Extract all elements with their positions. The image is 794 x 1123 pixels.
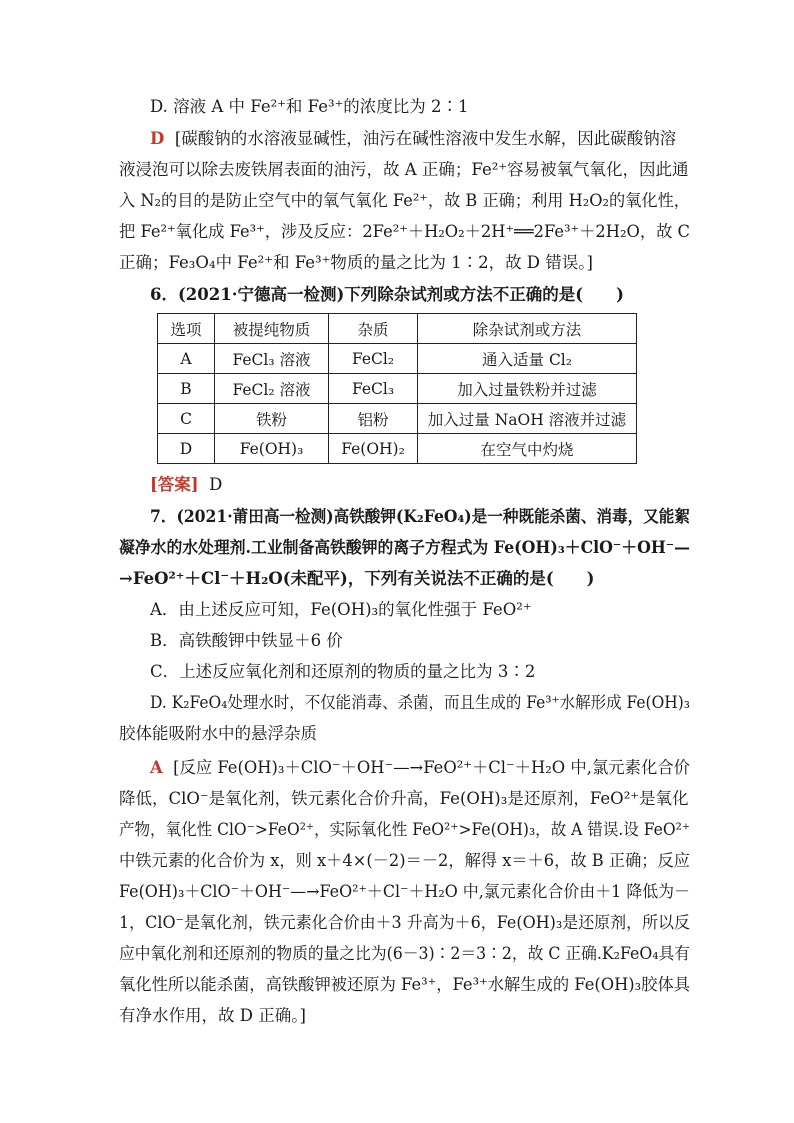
table-cell: D xyxy=(158,434,215,464)
q6-table xyxy=(157,313,637,464)
q7-explanation-line-4: 中铁元素的化合价为 x，则 x＋4×(－2)＝－2，解得 x＝＋6，故 B 正确；反应 xyxy=(119,851,691,870)
q6-answer-label: [答案] xyxy=(150,475,199,494)
q7-explanation-line-2: 降低，ClO⁻是氧化剂，铁元素化合价升高，Fe(OH)₃是还原剂，FeO²⁺是氧化 xyxy=(119,789,689,808)
table-cell: FeCl₃ 溶液 xyxy=(215,344,329,374)
q5-explanation-line-4: 把 Fe²⁺氧化成 Fe³⁺，涉及反应：2Fe²⁺＋H₂O₂＋2H⁺══2Fe³⁺＋2H₂O，故 C xyxy=(119,222,690,241)
q7-option-c: C．上述反应氧化剂和还原剂的物质的量之比为 3∶2 xyxy=(150,662,536,681)
q7-stem-line-2: 凝净水的水处理剂.工业制备高铁酸钾的离子方程式为 Fe(OH)₃＋ClO⁻＋OH⁻— xyxy=(119,538,690,557)
q7-explanation-line-5: Fe(OH)₃＋ClO⁻＋OH⁻—→FeO²⁺＋Cl⁻＋H₂O 中,氯元素化合价由＋1 降低为－ xyxy=(119,882,691,901)
q7-stem-line-3: →FeO²⁺＋Cl⁻＋H₂O(未配平)，下列有关说法不正确的是( ) xyxy=(119,569,595,588)
q5-option-d: D. 溶液 A 中 Fe²⁺和 Fe³⁺的浓度比为 2∶1 xyxy=(150,97,469,116)
table-header-cell: 选项 xyxy=(158,314,215,344)
q7-explanation-line-1: A [反应 Fe(OH)₃＋ClO⁻＋OH⁻—→FeO²⁺＋Cl⁻＋H₂O 中,氯元素化合价 xyxy=(150,758,691,777)
q5-explanation-line-5: 正确；Fe₃O₄中 Fe²⁺和 Fe³⁺物质的量之比为 1∶2，故 D 错误。] xyxy=(119,253,593,272)
q5-explanation-line-3: 入 N₂的目的是防止空气中的氧气氧化 Fe²⁺，故 B 正确；利用 H₂O₂的氧化性， xyxy=(119,191,690,210)
table-cell: FeCl₂ 溶液 xyxy=(215,374,329,404)
table-cell: 加入过量 NaOH 溶液并过滤 xyxy=(418,404,637,434)
q7-option-d-cont: 胶体能吸附水中的悬浮杂质 xyxy=(119,724,317,743)
table-header-cell: 被提纯物质 xyxy=(215,314,329,344)
q7-option-a: A．由上述反应可知，Fe(OH)₃的氧化性强于 FeO²⁺ xyxy=(150,600,532,619)
q7-explanation-line-3: 产物，氧化性 ClO⁻>FeO²⁺，实际氧化性 FeO²⁺>Fe(OH)₃，故 A 错误.设 FeO²⁺ xyxy=(119,820,691,839)
table-row xyxy=(158,434,637,464)
q5-answer-letter: D xyxy=(150,129,165,148)
table-cell: 铁粉 xyxy=(215,404,329,434)
table-row xyxy=(158,404,637,434)
q7-explanation-line-9: 有净水作用，故 D 正确。] xyxy=(119,1006,306,1025)
table-cell: B xyxy=(158,374,215,404)
table-row xyxy=(158,344,637,374)
table-cell: C xyxy=(158,404,215,434)
table-cell: 在空气中灼烧 xyxy=(418,434,637,464)
q7-explanation-line-7: 应中氧化剂和还原剂的物质的量之比为(6－3)∶2＝3∶2，故 C 正确.K₂FeO₄具有 xyxy=(119,944,691,963)
table-row xyxy=(158,374,637,404)
table-cell: FeCl₂ xyxy=(329,344,418,374)
q7-stem-line-1: 7．(2021·莆田高一检测)高铁酸钾(K₂FeO₄)是一种既能杀菌、消毒，又能絮 xyxy=(150,507,690,526)
table-cell: 加入过量铁粉并过滤 xyxy=(418,374,637,404)
table-cell: 铝粉 xyxy=(329,404,418,434)
q6-answer xyxy=(150,473,222,497)
q7-option-b: B．高铁酸钾中铁显＋6 价 xyxy=(150,631,343,650)
table-cell: 通入适量 Cl₂ xyxy=(418,344,637,374)
q6-stem: 6．(2021·宁德高一检测)下列除杂试剂或方法不正确的是( ) xyxy=(150,285,624,304)
q7-explanation-line-8: 氧化性所以能杀菌，高铁酸钾被还原为 Fe³⁺，Fe³⁺水解生成的 Fe(OH)₃胶体具 xyxy=(119,975,691,994)
table-header-cell: 杂质 xyxy=(329,314,418,344)
table-cell: Fe(OH)₃ xyxy=(215,434,329,464)
q7-answer-letter: A xyxy=(150,758,163,777)
q5-explanation-line-1: D [碳酸钠的水溶液显碱性，油污在碱性溶液中发生水解，因此碳酸钠溶 xyxy=(150,129,677,148)
table-cell: A xyxy=(158,344,215,374)
table-cell: Fe(OH)₂ xyxy=(329,434,418,464)
table-header-cell: 除杂试剂或方法 xyxy=(418,314,637,344)
q7-explanation-line-6: 1，ClO⁻是氧化剂，铁元素化合价由＋3 升高为＋6，Fe(OH)₃是还原剂，所以反 xyxy=(119,913,690,932)
table-cell: FeCl₃ xyxy=(329,374,418,404)
q6-answer-value: D xyxy=(209,475,223,494)
q7-option-d: D. K₂FeO₄处理水时，不仅能消毒、杀菌，而且生成的 Fe³⁺水解形成 Fe(OH)₃ xyxy=(150,693,690,712)
table-header-row xyxy=(158,314,637,344)
q5-explanation-line-2: 液浸泡可以除去废铁屑表面的油污，故 A 正确；Fe²⁺容易被氧气氧化，因此通 xyxy=(119,160,689,179)
